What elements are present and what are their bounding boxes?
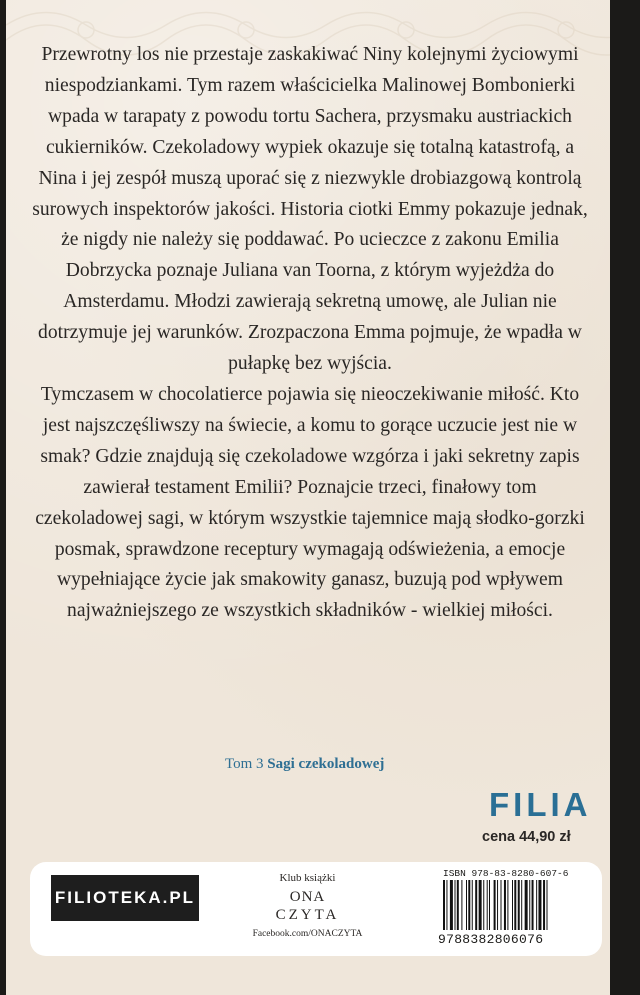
- barcode-bar: [504, 880, 506, 930]
- barcode-bar: [538, 880, 541, 930]
- barcode-bar: [536, 880, 537, 930]
- barcode-bar: [457, 880, 459, 930]
- barcode-bar: [455, 880, 456, 930]
- barcode-bar: [494, 880, 496, 930]
- barcode-bar: [487, 880, 488, 930]
- barcode-bar: [514, 880, 516, 930]
- barcode-bar: [461, 880, 462, 930]
- publisher-logo: FILIA: [489, 786, 592, 823]
- klub-label: Klub książki: [279, 872, 336, 884]
- barcode-bar: [472, 880, 473, 930]
- barcode-bar: [443, 880, 445, 930]
- barcode-bar: [547, 880, 548, 930]
- filioteka-logo: FILIOTEKA.PL: [51, 875, 199, 921]
- barcode-bar: [475, 880, 477, 930]
- barcode-bar: [489, 880, 490, 930]
- barcode-bar: [525, 880, 528, 930]
- barcode-bar: [543, 880, 545, 930]
- barcode-bar: [521, 880, 522, 930]
- barcode-bar: [529, 880, 530, 930]
- barcode-bar: [501, 880, 502, 930]
- klub-facebook: Facebook.com/ONACZYTA: [252, 929, 363, 939]
- barcode-bar: [512, 880, 513, 930]
- blurb-text: [30, 40, 590, 627]
- barcode-bar: [518, 880, 520, 930]
- barcode-bar: [479, 880, 482, 930]
- isbn-number: 9788382806076: [438, 932, 544, 947]
- barcode-bar: [507, 880, 508, 930]
- klub-name-line1: ONA: [289, 889, 326, 905]
- barcode: [441, 880, 593, 932]
- series-volume: Tom 3: [225, 756, 264, 772]
- book-club-logo: [250, 872, 365, 939]
- barcode-bar: [468, 880, 470, 930]
- barcode-bar: [483, 880, 484, 930]
- barcode-bar: [497, 880, 498, 930]
- isbn-label: ISBN 978-83-8280-607-6: [443, 868, 569, 879]
- barcode-bar: [446, 880, 447, 930]
- series-name: Sagi czekoladowej: [267, 756, 385, 772]
- price-label: cena 44,90 zł: [482, 829, 571, 845]
- barcode-bar: [466, 880, 467, 930]
- barcode-bar: [450, 880, 453, 930]
- blurb-paragraph-1: Przewrotny los nie przestaje zaskakiwać Niny kolejnymi życiowymi niespodziankami. Tym razem właścicielka Malinowej Bombonierki wpada w tarapaty z powodu tortu Sachera, przysmaku austriackich cukierników. Czekoladowy wypiek okazuje się totalną katastrofą, a Nina i jej zespół muszą uporać się z niezwykle drobiazgową kontrolą surowych inspektorów jakości. Historia ciotki Emmy pokazuje jednak, że nigdy nie należy się poddawać. Po ucieczce z zakonu Emilia Dobrzycka poznaje Juliana van Toorna, z którym wyjeżdża do Amsterdamu. Młodzi zawierają sekretną umowę, ale Julian nie dotrzymuje jej warunków. Zrozpaczona Emma pojmuje, że wpadła w pułapkę bez wyjścia.: [32, 44, 588, 375]
- barcode-bar: [532, 880, 534, 930]
- series-info: [225, 756, 384, 773]
- blurb-paragraph-2: Tymczasem w chocolatierce pojawia się nieoczekiwanie miłość. Kto jest najszczęśliwszy na świecie, a komu to gorące uczucie jest nie w smak? Gdzie znajdują się czekoladowe wzgórza i jaki sekretny zapis zawierał testament Emilii? Poznajcie trzeci, finałowy tom czekoladowej sagi, w którym wszystkie tajemnice mają słodko-gorzki posmak, sprawdzone receptury wymagają odświeżenia, a emocje wypełniające życie jak smakowity ganasz, buzują pod wpływem najważniejszego ze wszystkich składników - wielkiej miłości.: [35, 383, 585, 622]
- klub-name-line2: CZYTA: [275, 907, 340, 923]
